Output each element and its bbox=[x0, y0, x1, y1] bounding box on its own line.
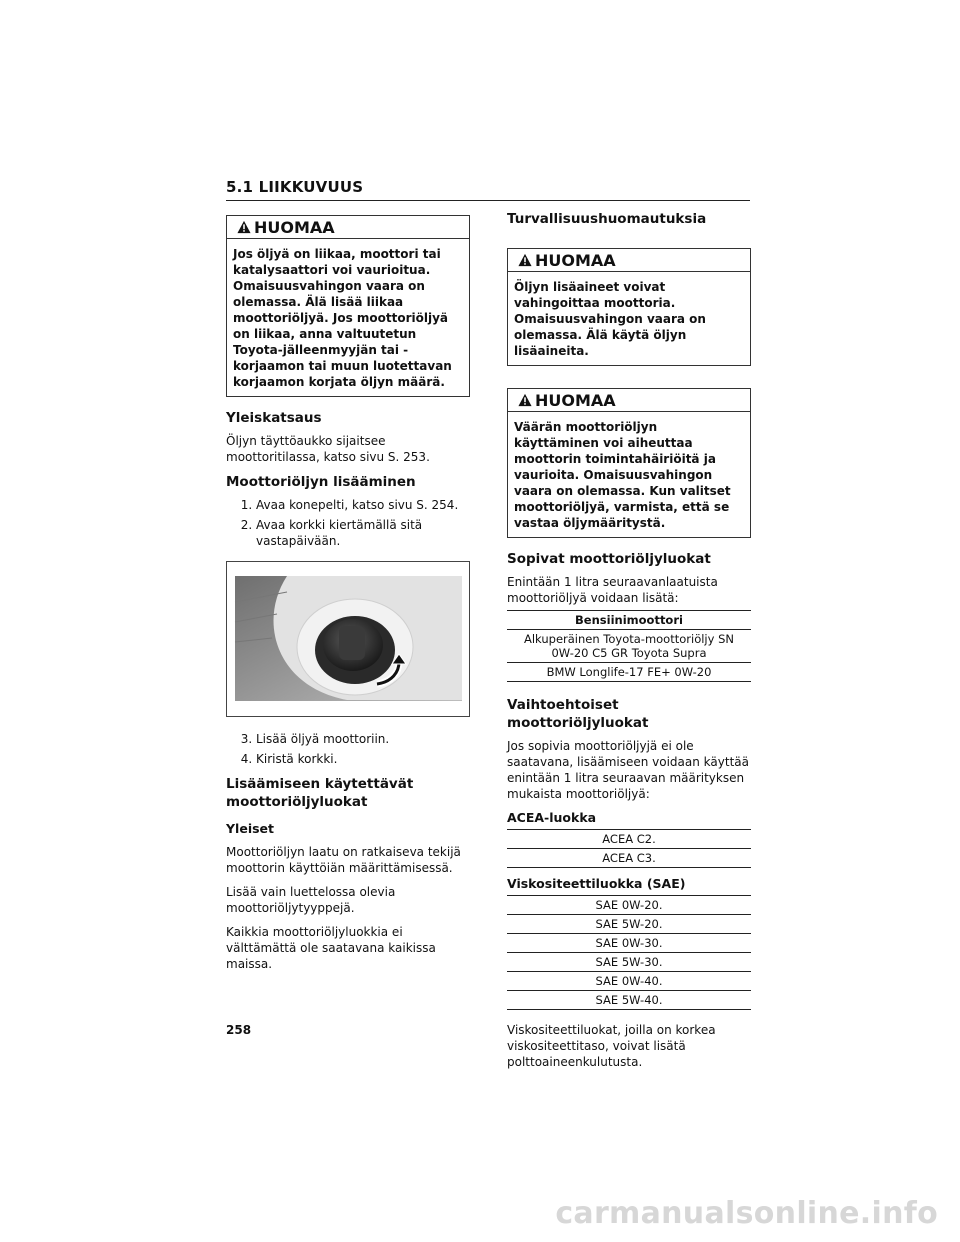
acea-table bbox=[507, 829, 751, 868]
table-header: Bensiinimoottori bbox=[507, 611, 751, 630]
adding-steps bbox=[226, 497, 470, 549]
suitable-heading: Sopivat moottoriöljyluokat bbox=[507, 551, 711, 567]
notice-box bbox=[507, 248, 751, 366]
overview-heading: Yleiskatsaus bbox=[226, 410, 322, 426]
adding-steps-continued bbox=[226, 731, 470, 767]
sae-table bbox=[507, 895, 751, 1010]
notice-title: HUOMAA bbox=[535, 250, 616, 270]
table-cell: SAE 0W-20. bbox=[507, 896, 751, 915]
table-cell: SAE 0W-30. bbox=[507, 934, 751, 953]
notice-text: Jos öljyä on liikaa, moottori tai katalysaattori voi vaurioitua. Omaisuusvahingon vaara on olemassa. Älä lisää liikaa moottoriöljyä. Jos moottoriöljyä on liikaa, anna valtuutetun Toyota-jälleenmyyjän tai -korjaamon tai muun luotettavan korjaamon korjata öljyn määrä. bbox=[233, 247, 452, 389]
viscosity-note: Viskositeettiluokat, joilla on korkea viskositeettitaso, voivat lisätä polttoaineenkulutusta. bbox=[507, 1023, 716, 1069]
table-cell: BMW Longlife-17 FE+ 0W-20 bbox=[507, 663, 751, 682]
acea-heading: ACEA-luokka bbox=[507, 810, 597, 825]
notice-text: Öljyn lisäaineet voivat vahingoittaa moottoria. Omaisuusvahingon vaara on olemassa. Älä käytä öljyn lisäaineita. bbox=[514, 280, 706, 358]
safety-heading: Turvallisuushuomautuksia bbox=[507, 211, 707, 227]
usable-paragraph: Kaikkia moottoriöljyluokkia ei välttämättä ole saatavana kaikissa maissa. bbox=[226, 925, 436, 971]
step-item: 3. Lisää öljyä moottoriin. bbox=[256, 731, 470, 747]
table-cell: SAE 5W-40. bbox=[507, 991, 751, 1010]
notice-header bbox=[508, 389, 750, 412]
step-item: 2. Avaa korkki kiertämällä sitä vastapäivään. bbox=[256, 517, 470, 549]
alternative-text: Jos sopivia moottoriöljyjä ei ole saatavana, lisäämiseen voidaan käyttää enintään 1 litra seuraavan määrityksen mukaista moottoriöljyä: bbox=[507, 739, 749, 801]
table-cell: ACEA C2. bbox=[507, 830, 751, 849]
table-cell: SAE 5W-30. bbox=[507, 953, 751, 972]
notice-box bbox=[507, 388, 751, 538]
page-number: 258 bbox=[226, 1023, 252, 1037]
notice-box bbox=[226, 215, 470, 397]
adding-heading: Moottoriöljyn lisääminen bbox=[226, 474, 416, 490]
general-subheading: Yleiset bbox=[226, 821, 274, 836]
right-column bbox=[507, 210, 751, 1078]
notice-header bbox=[227, 216, 469, 239]
oil-filler-cap-illustration bbox=[227, 562, 469, 714]
table-cell: SAE 0W-40. bbox=[507, 972, 751, 991]
oil-cap-figure bbox=[226, 561, 470, 717]
notice-text: Väärän moottoriöljyn käyttäminen voi aiheuttaa moottorin toimintahäiriöitä ja vaurioita. Omaisuusvahingon vaara on olemassa. Kun valitset moottoriöljyä, varmista, että se vastaa öljymääritystä. bbox=[514, 420, 731, 530]
usable-paragraph: Lisää vain luettelossa olevia moottoriöljytyyppejä. bbox=[226, 885, 396, 915]
sae-heading: Viskositeettiluokka (SAE) bbox=[507, 876, 686, 891]
table-cell: Alkuperäinen Toyota-moottoriöljy SN 0W-20 C5 GR Toyota Supra bbox=[507, 630, 751, 663]
usable-paragraph: Moottoriöljyn laatu on ratkaiseva tekijä moottorin käyttöiän määrittämisessä. bbox=[226, 845, 461, 875]
section-header: 5.1 LIIKKUVUUS bbox=[226, 178, 750, 201]
table-cell: SAE 5W-20. bbox=[507, 915, 751, 934]
warning-icon bbox=[237, 220, 251, 234]
notice-title: HUOMAA bbox=[254, 217, 335, 237]
alternative-heading: Vaihtoehtoiset moottoriöljyluokat bbox=[507, 697, 649, 731]
notice-header bbox=[508, 249, 750, 272]
warning-icon bbox=[518, 393, 532, 407]
notice-title: HUOMAA bbox=[535, 390, 616, 410]
overview-text: Öljyn täyttöaukko sijaitsee moottoritilassa, katso sivu S. 253. bbox=[226, 434, 430, 464]
warning-icon bbox=[518, 253, 532, 267]
suitable-oil-table bbox=[507, 610, 751, 682]
suitable-text: Enintään 1 litra seuraavanlaatuista moottoriöljyä voidaan lisätä: bbox=[507, 575, 718, 605]
table-cell: ACEA C3. bbox=[507, 849, 751, 868]
step-item: 4. Kiristä korkki. bbox=[256, 751, 470, 767]
usable-heading: Lisäämiseen käytettävät moottoriöljyluokat bbox=[226, 776, 414, 810]
step-item: 1. Avaa konepelti, katso sivu S. 254. bbox=[256, 497, 470, 513]
left-column bbox=[226, 215, 470, 980]
watermark-link[interactable]: carmanualsonline.info bbox=[555, 1196, 938, 1231]
